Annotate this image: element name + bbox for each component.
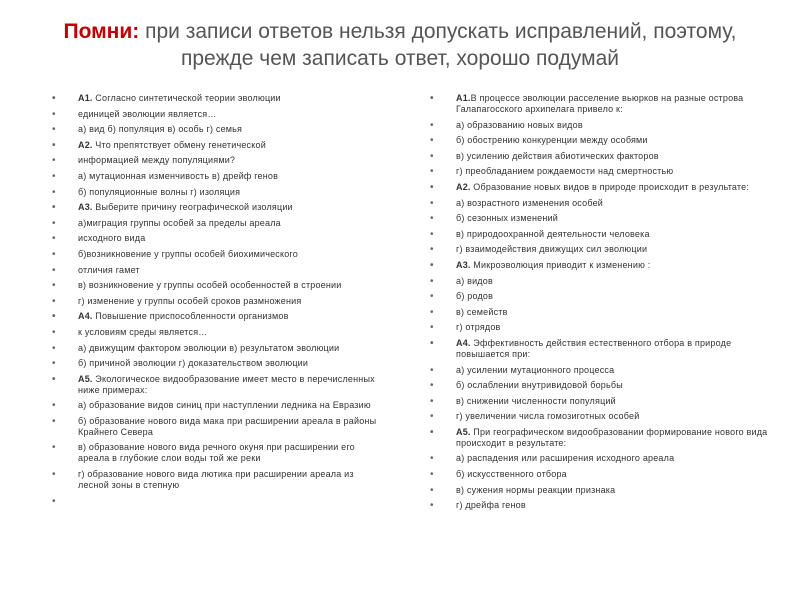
right-list-item (430, 396, 770, 407)
answer-text: в) образование нового вида речного окуня при расширении его ареала в глубокие слои воды той же реки (78, 442, 355, 464)
right-list-item (430, 198, 770, 209)
right-list-item (430, 500, 770, 511)
left-question-column (52, 93, 382, 496)
answer-text: г) дрейфа генов (456, 500, 526, 511)
answer-text: б) обострению конкуренции между особями (456, 135, 648, 146)
right-list-item (430, 213, 770, 224)
answer-text: в) возникновение у группы особей особенностей в строении (78, 280, 342, 291)
answer-text: а) вид б) популяция в) особь г) семья (78, 124, 243, 135)
answer-text: б) ослаблении внутривидовой борьбы (456, 380, 623, 391)
right-list-item (430, 229, 770, 240)
question-text: При географическом видообразовании формирование нового вида происходит в результате: (456, 426, 768, 448)
question-text: Согласно синтетической теории эволюции (92, 93, 281, 103)
question-number: А3. (456, 259, 471, 270)
answer-text: а) возрастного изменения особей (456, 197, 604, 208)
question-text: В процессе эволюции расселение вьюрков на разные острова Галапагосского архипелага привело к: (456, 93, 744, 114)
question-text: Экологическое видообразование имеет место в перечисленных ниже примерах: (78, 373, 375, 395)
answer-text: а)миграция группы особей за пределы ареала (78, 217, 281, 228)
answer-text: б) родов (456, 291, 494, 302)
answer-text: г) изменение у группы особей сроков размножения (78, 295, 302, 306)
left-list-item (52, 343, 382, 354)
answer-text: г) образование нового вида лютика при расширении ареала из лесной зоны в степную (78, 469, 354, 491)
question-number: А5. (78, 373, 93, 384)
right-list-item (430, 365, 770, 376)
answer-text: информацией между популяциями? (78, 155, 236, 166)
left-list-item (52, 442, 382, 464)
question-number: А1. (78, 93, 93, 103)
title-highlight: Помни: (63, 20, 140, 43)
left-list-item (52, 233, 382, 244)
right-question-column (430, 93, 770, 516)
question-text: Что препятствует обмену генетической (92, 139, 266, 150)
right-list-item (430, 244, 770, 255)
answer-text: а) мутационная изменчивость в) дрейф генов (78, 170, 279, 181)
left-list-item (52, 469, 382, 491)
left-list-item (52, 171, 382, 182)
left-list-item (52, 296, 382, 307)
answer-text: г) отрядов (456, 322, 501, 333)
answer-text: г) взаимодействия движущих сил эволюции (456, 244, 648, 255)
question-number: А1. (456, 93, 471, 103)
right-list-item (430, 427, 770, 449)
answer-text: в) природоохранной деятельности человека (456, 228, 650, 239)
answer-text: г) преобладанием рождаемости над смертностью (456, 166, 674, 177)
question-number: А4. (456, 337, 471, 348)
right-list-item (430, 485, 770, 496)
left-list-item (52, 187, 382, 198)
answer-text: а) движущим фактором эволюции в) результатом эволюции (78, 342, 340, 353)
answer-text: б) образование нового вида мака при расширении ареала в районы Крайнего Севера (78, 415, 377, 437)
answer-text: б) сезонных изменений (456, 213, 558, 224)
left-list-item (52, 327, 382, 338)
right-list-item (430, 307, 770, 318)
answer-text: отличия гамет (78, 264, 140, 275)
right-list-item (430, 260, 770, 271)
answer-text: в) семейств (456, 306, 508, 317)
right-list-item (430, 276, 770, 287)
question-number: А2. (456, 181, 471, 192)
right-list-item (430, 380, 770, 391)
right-list-item (430, 291, 770, 302)
right-list-item (430, 151, 770, 162)
left-list-item (52, 218, 382, 229)
left-list-item (52, 202, 382, 213)
left-list-item (52, 311, 382, 322)
right-list-item (430, 469, 770, 480)
question-number: А2. (78, 139, 93, 150)
right-list-item (430, 411, 770, 422)
question-text: Выберите причину географической изоляции (92, 202, 293, 213)
right-list-item (430, 322, 770, 333)
answer-text: а) образованию новых видов (456, 119, 583, 130)
left-list-item (52, 416, 382, 438)
answer-text: а) образование видов синиц при наступлении ледника на Евразию (78, 400, 371, 411)
left-list-item (52, 249, 382, 260)
left-list-item (52, 400, 382, 411)
left-list-item (52, 265, 382, 276)
answer-text: б)возникновение у группы особей биохимического (78, 248, 298, 259)
question-number: А3. (78, 202, 93, 213)
question-text: Образование новых видов в природе происходит в результате: (470, 181, 750, 192)
answer-text: а) распадения или расширения исходного ареала (456, 453, 675, 464)
left-list-item (52, 140, 382, 151)
question-text: Микроэволюция приводит к изменению : (470, 259, 651, 270)
answer-text: б) популяционные волны г) изоляция (78, 186, 241, 197)
left-list-item (52, 280, 382, 291)
answer-text: исходного вида (78, 233, 146, 244)
answer-text: в) усилению действия абиотических факторов (456, 150, 659, 161)
question-number: А4. (78, 311, 93, 322)
answer-text: к условиям среды является… (78, 326, 208, 337)
right-list-item (430, 166, 770, 177)
slide-title (30, 18, 770, 72)
answer-text: г) увеличении числа гомозиготных особей (456, 411, 640, 422)
title-text: при записи ответов нельзя допускать исправлений, поэтому, прежде чем записать ответ, хорошо подумай (139, 20, 737, 70)
right-list-item (430, 120, 770, 131)
question-number: А5. (456, 426, 471, 437)
left-list-item (52, 374, 382, 396)
right-list-item (430, 135, 770, 146)
answer-text: а) усилении мутационного процесса (456, 364, 615, 375)
answer-text: в) снижении численности популяций (456, 395, 616, 406)
left-list-item (52, 109, 382, 120)
question-text: Эффективность действия естественного отбора в природе повышается при: (456, 337, 732, 359)
right-list-item (430, 93, 770, 115)
left-list-item (52, 358, 382, 369)
answer-text: единицей эволюции является… (78, 108, 217, 119)
left-list-item (52, 93, 382, 104)
answer-text: б) искусственного отбора (456, 469, 567, 480)
left-list-item (52, 155, 382, 166)
left-list-item (52, 124, 382, 135)
answer-text: б) причиной эволюции г) доказательством эволюции (78, 358, 309, 369)
question-text: Повышение приспособленности организмов (92, 311, 289, 322)
right-list-item (430, 453, 770, 464)
right-list-item (430, 182, 770, 193)
right-list-item (430, 338, 770, 360)
answer-text: в) сужения нормы реакции признака (456, 484, 616, 495)
answer-text: а) видов (456, 275, 493, 286)
